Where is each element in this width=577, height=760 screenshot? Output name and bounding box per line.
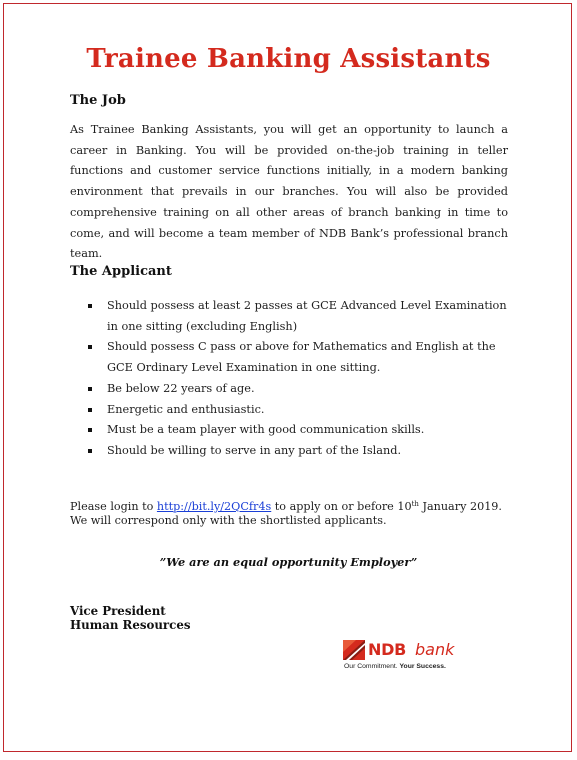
list-item (88, 420, 508, 441)
job-heading: The Job (70, 93, 126, 108)
bullet-icon (88, 304, 92, 308)
bullet-icon (88, 428, 92, 432)
list-item (88, 441, 508, 462)
signature-department: Human Resources (70, 618, 191, 632)
signature-block (70, 604, 190, 632)
logo-text-ndb: NDB (368, 640, 406, 659)
list-item (88, 379, 508, 400)
requirement-text: Must be a team player with good communication skills. (107, 423, 425, 437)
bullet-icon (88, 449, 92, 453)
applicant-heading: The Applicant (70, 264, 172, 279)
equal-opportunity-motto: ”We are an equal opportunity Employer” (159, 555, 418, 569)
job-description: As Trainee Banking Assistants, you will get an opportunity to launch a career in Banking. You will be provided on-the-job training in teller functions and customer service functions initially, in a modern banking environment that prevails in our branches. You will also be provided comprehensive training on all other areas of branch banking in time to come, and will become a team member of NDB Bank’s professional branch team. (70, 123, 508, 261)
list-item (88, 337, 508, 378)
requirement-text: Be below 22 years of age. (107, 381, 255, 395)
logo-text-bank: bank (415, 640, 455, 659)
ndb-bank-logo (343, 640, 473, 676)
apply-suffix: January 2019. We will correspond only with the shortlisted applicants. (70, 500, 502, 527)
signature-title: Vice President (70, 604, 166, 618)
requirement-text: Energetic and enthusiastic. (107, 402, 265, 416)
list-item (88, 400, 508, 421)
apply-middle: to apply on or before 10 (271, 500, 412, 513)
requirement-text: Should possess at least 2 passes at GCE Advanced Level Examination in one sitting (excluding English) (107, 299, 507, 333)
list-item (88, 296, 508, 337)
apply-prefix: Please login to (70, 500, 157, 513)
requirement-text: Should possess C pass or above for Mathematics and English at the GCE Ordinary Level Examination in one sitting. (107, 340, 496, 375)
apply-link[interactable]: http://bit.ly/2QCfr4s (156, 500, 272, 513)
bullet-icon (88, 345, 92, 349)
date-suffix: th (411, 500, 419, 508)
logo-tagline (344, 663, 446, 670)
tagline-bold: Your Success. (399, 663, 446, 670)
apply-instructions (70, 500, 510, 528)
bullet-icon (88, 387, 92, 391)
bullet-icon (88, 408, 92, 412)
ndb-logo-icon (343, 640, 365, 660)
requirements-list (88, 296, 508, 462)
tagline-plain: Our Commitment. (344, 663, 400, 670)
page-title: Trainee Banking Assistants (86, 44, 491, 74)
requirement-text: Should be willing to serve in any part of the Island. (107, 443, 402, 457)
